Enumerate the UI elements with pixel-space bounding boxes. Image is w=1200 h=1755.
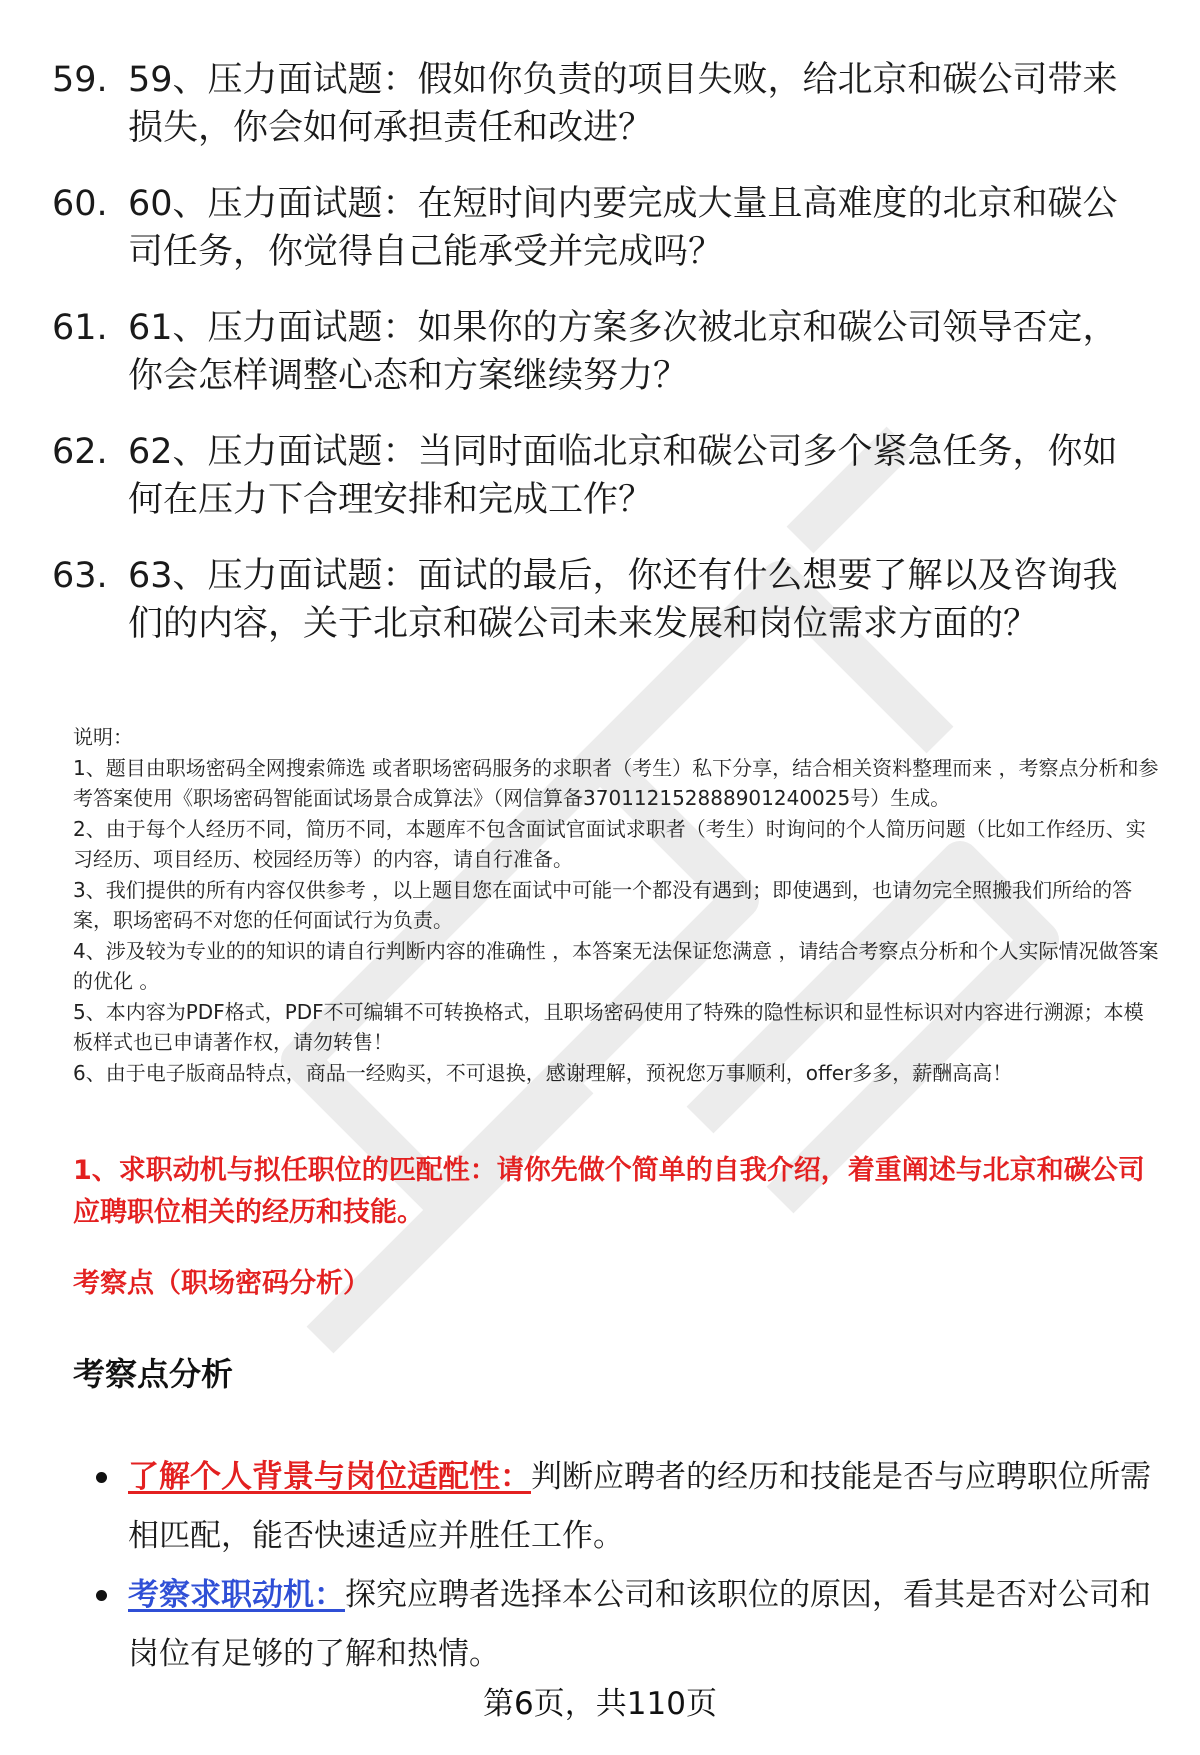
note-item: 1、题目由职场密码全网搜索筛选 或者职场密码服务的求职者（考生）私下分享，结合相关资料整理而来 ，考察点分析和参考答案使用《职场密码智能面试场景合成算法》（网信算备370112152888901240025号）生成。 — [73, 755, 1159, 810]
question-list — [52, 56, 1162, 676]
analysis-subheading: 考察点（职场密码分析） — [73, 1268, 370, 1299]
bullet-text: 探究应聘者选择本公司和该职位的原因，看其是否对公司和岗位有足够的了解和热情。 — [128, 1577, 1151, 1672]
note-item: 6、由于电子版商品特点，商品一经购买，不可退换，感谢理解，预祝您万事顺利，offer多多，薪酬高高！ — [73, 1060, 1013, 1085]
bullet-item — [96, 1566, 1156, 1684]
note-item: 3、我们提供的所有内容仅供参考 ，以上题目您在面试中可能一个都没有遇到；即使遇到，也请勿完全照搬我们所给的答案，职场密码不对您的任何面试行为负责。 — [73, 877, 1133, 932]
question-text: 62、压力面试题：当同时面临北京和碳公司多个紧急任务，你如何在压力下合理安排和完成工作？ — [128, 432, 1118, 520]
page-footer: 第6页，共110页 — [483, 1686, 717, 1722]
note-item: 4、涉及较为专业的的知识的请自行判断内容的准确性 ，本答案无法保证您满意 ，请结合考察点分析和个人实际情况做答案的优化 。 — [73, 938, 1159, 993]
question-item — [52, 304, 1162, 400]
bullet-dot-icon — [96, 1590, 107, 1601]
note-item: 2、由于每个人经历不同，简历不同，本题库不包含面试官面试求职者（考生）时询问的个人简历问题（比如工作经历、实习经历、项目经历、校园经历等）的内容，请自行准备。 — [73, 816, 1146, 871]
question-text: 59、压力面试题：假如你负责的项目失败，给北京和碳公司带来损失，你会如何承担责任和改进？ — [128, 60, 1118, 148]
bullet-text: 判断应聘者的经历和技能是否与应聘职位所需相匹配，能否快速适应并胜任工作。 — [128, 1459, 1151, 1554]
question-number: 59. — [52, 60, 108, 100]
notes-title: 说明： — [73, 725, 133, 749]
bullet-item — [96, 1448, 1156, 1566]
note-item: 5、本内容为PDF格式，PDF不可编辑不可转换格式，且职场密码使用了特殊的隐性标识和显性标识对内容进行溯源；本模板样式也已申请著作权，请勿转售！ — [73, 999, 1144, 1054]
question-number: 63. — [52, 556, 108, 596]
question-number: 60. — [52, 184, 108, 224]
question-item — [52, 552, 1162, 648]
bullet-dot-icon — [96, 1472, 107, 1483]
section-title: 考察点分析 — [73, 1355, 234, 1393]
question-text: 63、压力面试题：面试的最后，你还有什么想要了解以及咨询我们的内容，关于北京和碳公司未来发展和岗位需求方面的？ — [128, 556, 1118, 644]
question-text: 61、压力面试题：如果你的方案多次被北京和碳公司领导否定，你会怎样调整心态和方案继续努力？ — [128, 308, 1118, 396]
question-number: 61. — [52, 308, 108, 348]
question-item — [52, 56, 1162, 152]
notes-block — [73, 722, 1163, 1088]
analysis-bullets — [96, 1448, 1156, 1684]
interview-question-heading: 1、求职动机与拟任职位的匹配性：请你先做个简单的自我介绍，着重阐述与北京和碳公司应聘职位相关的经历和技能。 — [73, 1155, 1145, 1228]
question-number: 62. — [52, 432, 108, 472]
question-item — [52, 180, 1162, 276]
question-text: 60、压力面试题：在短时间内要完成大量且高难度的北京和碳公司任务，你觉得自己能承受并完成吗？ — [128, 184, 1118, 272]
bullet-key: 了解个人背景与岗位适配性： — [128, 1459, 531, 1495]
question-item — [52, 428, 1162, 524]
bullet-key: 考察求职动机： — [128, 1577, 345, 1613]
